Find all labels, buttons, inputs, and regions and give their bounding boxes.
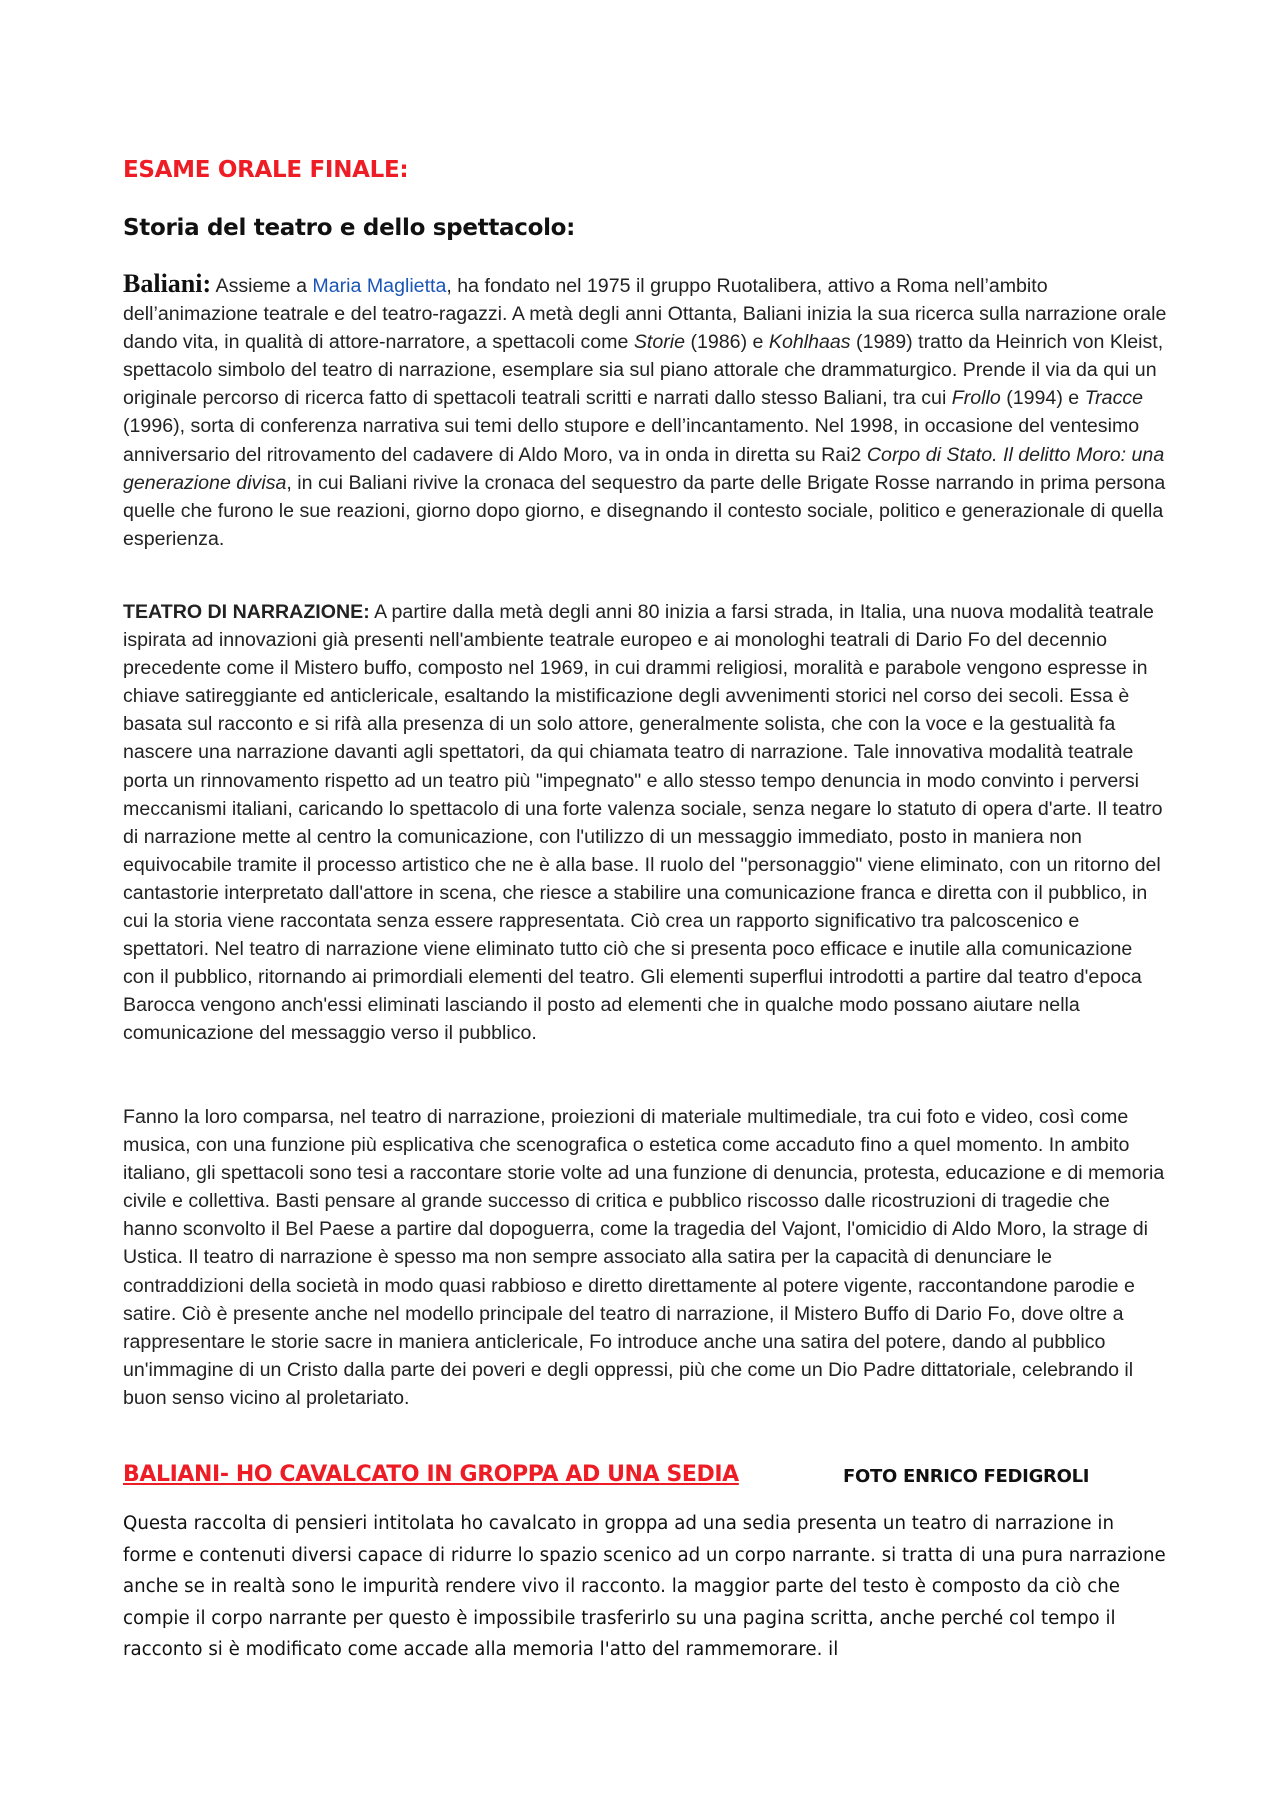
photo-credit: FOTO ENRICO FEDIGROLI [843,1466,1090,1487]
baliani-name: Baliani: [123,269,212,298]
course-heading: Storia del teatro e dello spettacolo: [123,215,576,241]
work-title-kohlhaas: Kohlhaas [768,331,851,354]
text-run: , in cui Baliani rivive la cronaca del sequestro da parte delle Brigate Rosse narrando in prima persona quelle che furono le sue reazioni, giorno dopo giorno, e disegnando il contesto sociale, politico e generazionale di quella esperienza. [123,471,1166,550]
text-run: (1989) tratto da Heinrich von Kleist, spettacolo simbolo del teatro di narrazione, esemplare sia sul piano attorale che drammaturgico. Prende il via da qui un originale percorso di ricerca fatto di spettacoli teatrali scritti e narrati dallo stesso Baliani, tra cui [123,331,1164,410]
teatro-narrazione-paragraph [123,598,1168,1048]
text-run: (1994) e [1000,387,1085,410]
text-run: , ha fondato nel 1975 il gruppo Ruotalibera, attivo a Roma nell’ambito dell’animazione teatrale e del teatro-ragazzi. A metà degli anni Ottanta, Baliani inizia la sua ricerca sulla narrazione orale dando vita, in qualità di attore-narratore, a spettacoli come [123,275,1167,354]
baliani-paragraph [123,270,1168,553]
teatro-narrazione-paragraph-2: Fanno la loro comparsa, nel teatro di narrazione, proiezioni di materiale multimediale, tra cui foto e video, così come musica, con una funzione più esplicativa che scenografica o estetica come accaduto fino a quel momento. In ambito italiano, gli spettacoli sono tesi a raccontare storie volte ad una funzione di denuncia, protesta, educazione e di memoria civile e collettiva. Basti pensare al grande successo di critica e pubblico riscosso dalle ricostruzioni di tragedie che hanno sconvolto il Bel Paese a partire dal dopoguerra, come la tragedia del Vajont, l'omicidio di Aldo Moro, la strage di Ustica. Il teatro di narrazione è spesso ma non sempre associato alla satira per la capacità di denunciare le contraddizioni della società in modo quasi rabbioso e diretto direttamente al potere vigente, raccontandone parodie e satire. Ciò è presente anche nel modello principale del teatro di narrazione, il Mistero Buffo di Dario Fo, dove oltre a rappresentare le storie sacre in maniera anticlericale, Fo introduce anche una satira del potere, dando al pubblico un'immagine di un Cristo dalla parte dei poveri e degli oppressi, più che come un Dio Padre dittatoriale, celebrando il buon senso vicino al proletariato. [123,1106,1165,1409]
work-title-corpo-di-stato: Corpo di Stato. Il delitto Moro: una generazione divisa [123,443,1165,494]
work-title-tracce: Tracce [1084,387,1144,410]
section-title: BALIANI- HO CAVALCATO IN GROPPA AD UNA SEDIA [123,1462,739,1487]
work-title-frollo: Frollo [951,387,1001,410]
text-run: A partire dalla metà degli anni 80 inizia a farsi strada, in Italia, una nuova modalità teatrale ispirata ad innovazioni già presenti nell'ambiente teatrale europeo e ai monologhi teatrali di Dario Fo del decennio precedente come il Mistero buffo, composto nel 1969, in cui drammi religiosi, moralità e parabole vengono espresse in chiave satireggiante ed anticlericale, esaltando la mistificazione degli avvenimenti storici nel corso dei secoli. Essa è basata sul racconto e si rifà alla presenza di un solo attore, generalmente solista, che con la voce e la gestualità fa nascere una narrazione davanti agli spettatori, da qui chiamata teatro di narrazione. Tale innovativa modalità teatrale porta un rinnovamento rispetto ad un teatro più "impegnato" e allo stesso tempo denuncia in modo convinto i perversi meccanismi italiani, caricando lo spettacolo di una forte valenza sociale, senza negare lo statuto di opera d'arte. Il teatro di narrazione mette al centro la comunicazione, con l'utilizzo di un messaggio immediato, posto in maniera non equivocabile tramite il processo artistico che ne è alla base. Il ruolo del "personaggio" viene eliminato, con un ritorno del cantastorie interpretato dall'attore in scena, che riesce a stabilire una comunicazione franca e diretta con il pubblico, in cui la storia viene raccontata senza essere rappresentata. Ciò crea un rapporto significativo tra palcoscenico e spettatori. Nel teatro di narrazione viene eliminato tutto ciò che si presenta poco efficace e inutile alla comunicazione con il pubblico, ritornando ai primordiali elementi del teatro. Gli elementi superflui introdotti a partire dal teatro d'epoca Barocca vengono anch'essi eliminati lasciando il posto ad elementi che in qualche modo possano aiutare nella comunicazione del messaggio verso il pubblico. [123,601,1163,1045]
text-run: (1986) e [685,331,769,354]
exam-heading: ESAME ORALE FINALE: [123,157,409,183]
maria-maglietta-link[interactable]: Maria Maglietta [312,275,447,297]
raccolta-paragraph: Questa raccolta di pensieri intitolata ho cavalcato in groppa ad una sedia presenta un teatro di narrazione in forme e contenuti diversi capace di ridurre lo spazio scenico ad un corpo narrante. si tratta di una pura narrazione anche se in realtà sono le impurità rendere vivo il racconto. la maggior parte del testo è composto da ciò che compie il corpo narrante per questo è impossibile trasferirlo su una pagina scritta, anche perché col tempo il racconto si è modificato come accade alla memoria l'atto del rammemorare. il [123,1513,1166,1660]
work-title-storie: Storie [633,331,686,354]
teatro-narrazione-lead: TEATRO DI NARRAZIONE: [123,601,370,623]
section-title-row [123,1462,1168,1487]
text-run: (1996), sorta di conferenza narrativa sui temi dello stupore e dell’incantamento. Nel 1998, in occasione del ventesimo anniversario del ritrovamento del cadavere di Aldo Moro, va in onda in diretta su Rai2 [123,415,1140,466]
text-run: Assieme a [211,275,313,297]
